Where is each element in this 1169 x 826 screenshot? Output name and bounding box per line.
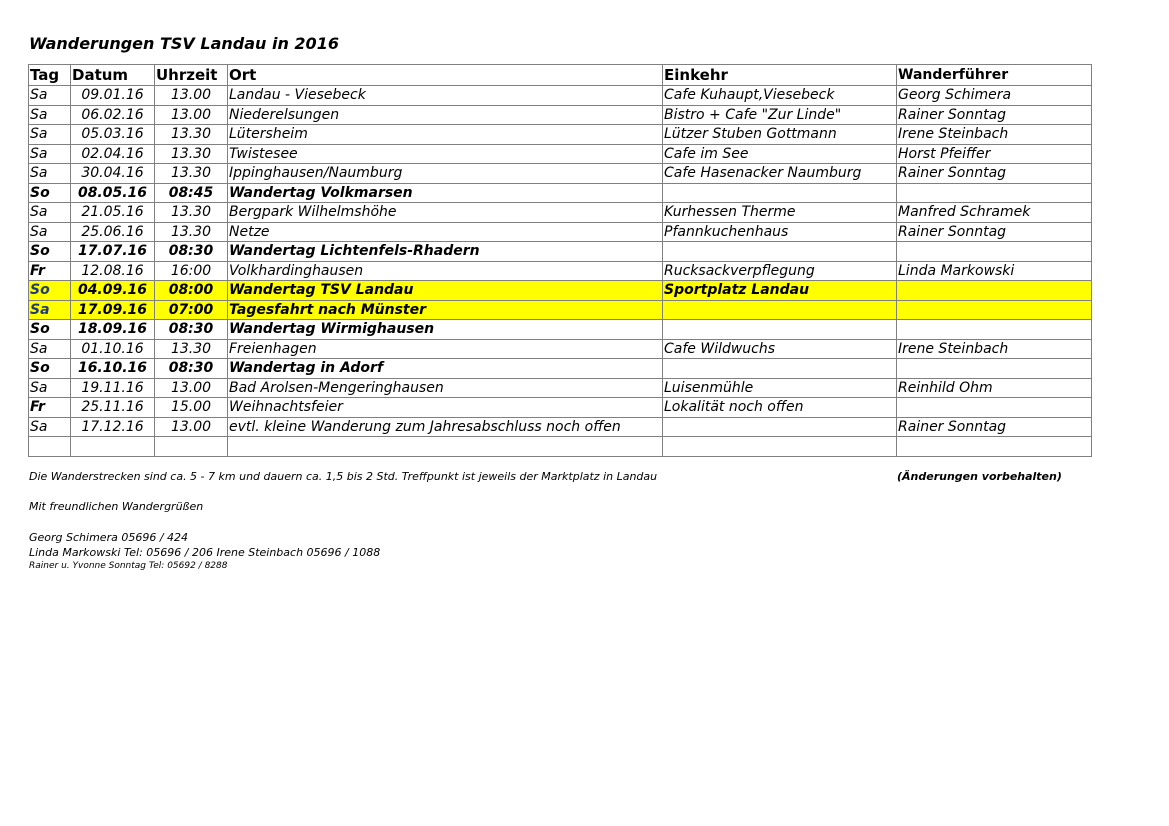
cell-tag: Sa bbox=[29, 222, 71, 242]
cell-uhrzeit: 13.00 bbox=[155, 86, 228, 106]
cell-ort: Weihnachtsfeier bbox=[228, 398, 663, 418]
cell-uhrzeit: 13.00 bbox=[155, 378, 228, 398]
route-info: Die Wanderstrecken sind ca. 5 - 7 km und dauern ca. 1,5 bis 2 Std. Treffpunkt ist jeweils der Marktplatz in Landau bbox=[29, 470, 658, 483]
contact-markowski-steinbach: Linda Markowski Tel: 05696 / 206 Irene Steinbach 05696 / 1088 bbox=[29, 546, 381, 559]
table-row bbox=[29, 320, 1092, 340]
table-row bbox=[29, 203, 1092, 223]
table-row bbox=[29, 222, 1092, 242]
cell-uhrzeit: 13.30 bbox=[155, 164, 228, 184]
cell-tag: Sa bbox=[29, 125, 71, 145]
cell-einkehr: Lokalität noch offen bbox=[663, 398, 897, 418]
table-row bbox=[29, 437, 1092, 457]
header-wanderfuehrer: Wanderführer bbox=[897, 65, 1092, 86]
cell-einkehr bbox=[663, 437, 897, 457]
cell-wanderfuehrer: Reinhild Ohm bbox=[897, 378, 1092, 398]
cell-einkehr: Bistro + Cafe "Zur Linde" bbox=[663, 105, 897, 125]
cell-datum: 02.04.16 bbox=[71, 144, 155, 164]
cell-tag: So bbox=[29, 242, 71, 262]
cell-wanderfuehrer: Georg Schimera bbox=[897, 86, 1092, 106]
cell-uhrzeit: 13.00 bbox=[155, 417, 228, 437]
cell-wanderfuehrer: Rainer Sonntag bbox=[897, 417, 1092, 437]
cell-wanderfuehrer: Rainer Sonntag bbox=[897, 105, 1092, 125]
table-row bbox=[29, 144, 1092, 164]
cell-datum: 18.09.16 bbox=[71, 320, 155, 340]
schedule-table bbox=[28, 64, 1092, 457]
table-row bbox=[29, 125, 1092, 145]
cell-datum bbox=[71, 437, 155, 457]
cell-einkehr: Luisenmühle bbox=[663, 378, 897, 398]
table-row bbox=[29, 164, 1092, 184]
cell-datum: 01.10.16 bbox=[71, 339, 155, 359]
cell-uhrzeit: 13.30 bbox=[155, 125, 228, 145]
cell-einkehr: Cafe im See bbox=[663, 144, 897, 164]
cell-wanderfuehrer bbox=[897, 183, 1092, 203]
cell-einkehr: Kurhessen Therme bbox=[663, 203, 897, 223]
cell-datum: 09.01.16 bbox=[71, 86, 155, 106]
cell-datum: 12.08.16 bbox=[71, 261, 155, 281]
cell-datum: 17.09.16 bbox=[71, 300, 155, 320]
cell-tag: Sa bbox=[29, 144, 71, 164]
page-title: Wanderungen TSV Landau in 2016 bbox=[29, 34, 339, 53]
cell-wanderfuehrer bbox=[897, 398, 1092, 418]
cell-ort: Twistesee bbox=[228, 144, 663, 164]
cell-einkehr: Pfannkuchenhaus bbox=[663, 222, 897, 242]
cell-uhrzeit: 07:00 bbox=[155, 300, 228, 320]
cell-ort: Bad Arolsen-Mengeringhausen bbox=[228, 378, 663, 398]
cell-wanderfuehrer: Manfred Schramek bbox=[897, 203, 1092, 223]
table-row bbox=[29, 300, 1092, 320]
table-row bbox=[29, 339, 1092, 359]
table-row bbox=[29, 183, 1092, 203]
cell-tag: Sa bbox=[29, 300, 71, 320]
cell-uhrzeit: 08:30 bbox=[155, 359, 228, 379]
cell-datum: 05.03.16 bbox=[71, 125, 155, 145]
table-header-row bbox=[29, 65, 1092, 86]
table-row bbox=[29, 261, 1092, 281]
cell-ort: Landau - Viesebeck bbox=[228, 86, 663, 106]
cell-tag: So bbox=[29, 183, 71, 203]
cell-ort: Volkhardinghausen bbox=[228, 261, 663, 281]
header-ort: Ort bbox=[228, 65, 663, 86]
cell-einkehr: Rucksackverpflegung bbox=[663, 261, 897, 281]
cell-wanderfuehrer bbox=[897, 281, 1092, 301]
cell-wanderfuehrer bbox=[897, 359, 1092, 379]
cell-einkehr: Cafe Hasenacker Naumburg bbox=[663, 164, 897, 184]
cell-datum: 04.09.16 bbox=[71, 281, 155, 301]
cell-einkehr: Cafe Kuhaupt,Viesebeck bbox=[663, 86, 897, 106]
cell-ort: Wandertag Wirmighausen bbox=[228, 320, 663, 340]
cell-einkehr: Sportplatz Landau bbox=[663, 281, 897, 301]
cell-wanderfuehrer bbox=[897, 320, 1092, 340]
cell-tag: Fr bbox=[29, 261, 71, 281]
cell-uhrzeit: 13.00 bbox=[155, 105, 228, 125]
cell-uhrzeit: 13.30 bbox=[155, 144, 228, 164]
cell-uhrzeit: 08:00 bbox=[155, 281, 228, 301]
cell-datum: 08.05.16 bbox=[71, 183, 155, 203]
table-row bbox=[29, 86, 1092, 106]
cell-datum: 21.05.16 bbox=[71, 203, 155, 223]
cell-tag: Sa bbox=[29, 339, 71, 359]
cell-uhrzeit: 08:45 bbox=[155, 183, 228, 203]
contact-sonntag: Rainer u. Yvonne Sonntag Tel: 05692 / 8288 bbox=[29, 561, 228, 571]
cell-ort: Ippinghausen/Naumburg bbox=[228, 164, 663, 184]
cell-tag: Sa bbox=[29, 105, 71, 125]
cell-datum: 19.11.16 bbox=[71, 378, 155, 398]
cell-tag: Fr bbox=[29, 398, 71, 418]
cell-einkehr bbox=[663, 183, 897, 203]
cell-uhrzeit: 08:30 bbox=[155, 320, 228, 340]
cell-uhrzeit: 13.30 bbox=[155, 339, 228, 359]
cell-ort: evtl. kleine Wanderung zum Jahresabschluss noch offen bbox=[228, 417, 663, 437]
cell-einkehr: Cafe Wildwuchs bbox=[663, 339, 897, 359]
cell-uhrzeit: 08:30 bbox=[155, 242, 228, 262]
changes-note: (Änderungen vorbehalten) bbox=[897, 470, 1062, 483]
cell-wanderfuehrer: Horst Pfeiffer bbox=[897, 144, 1092, 164]
cell-datum: 17.12.16 bbox=[71, 417, 155, 437]
table-row bbox=[29, 398, 1092, 418]
table-row bbox=[29, 359, 1092, 379]
cell-tag: Sa bbox=[29, 86, 71, 106]
cell-tag: Sa bbox=[29, 203, 71, 223]
cell-wanderfuehrer bbox=[897, 242, 1092, 262]
cell-wanderfuehrer: Rainer Sonntag bbox=[897, 164, 1092, 184]
cell-tag: Sa bbox=[29, 378, 71, 398]
cell-einkehr bbox=[663, 320, 897, 340]
cell-uhrzeit: 15.00 bbox=[155, 398, 228, 418]
cell-ort: Bergpark Wilhelmshöhe bbox=[228, 203, 663, 223]
cell-tag: So bbox=[29, 320, 71, 340]
cell-einkehr bbox=[663, 242, 897, 262]
table-row bbox=[29, 242, 1092, 262]
table-row bbox=[29, 281, 1092, 301]
cell-ort: Wandertag Lichtenfels-Rhadern bbox=[228, 242, 663, 262]
cell-wanderfuehrer: Irene Steinbach bbox=[897, 339, 1092, 359]
cell-ort bbox=[228, 437, 663, 457]
cell-tag bbox=[29, 437, 71, 457]
schedule-body bbox=[29, 86, 1092, 457]
table-row bbox=[29, 378, 1092, 398]
cell-tag: So bbox=[29, 359, 71, 379]
cell-uhrzeit: 13.30 bbox=[155, 222, 228, 242]
table-row bbox=[29, 417, 1092, 437]
cell-ort: Wandertag in Adorf bbox=[228, 359, 663, 379]
cell-wanderfuehrer bbox=[897, 300, 1092, 320]
cell-datum: 06.02.16 bbox=[71, 105, 155, 125]
cell-tag: So bbox=[29, 281, 71, 301]
contact-schimera: Georg Schimera 05696 / 424 bbox=[29, 531, 189, 544]
cell-wanderfuehrer: Irene Steinbach bbox=[897, 125, 1092, 145]
cell-uhrzeit: 16:00 bbox=[155, 261, 228, 281]
header-einkehr: Einkehr bbox=[663, 65, 897, 86]
cell-ort: Tagesfahrt nach Münster bbox=[228, 300, 663, 320]
cell-datum: 30.04.16 bbox=[71, 164, 155, 184]
cell-ort: Wandertag Volkmarsen bbox=[228, 183, 663, 203]
greeting: Mit freundlichen Wandergrüßen bbox=[29, 500, 204, 513]
header-uhrzeit: Uhrzeit bbox=[155, 65, 228, 86]
cell-einkehr bbox=[663, 417, 897, 437]
header-tag: Tag bbox=[29, 65, 71, 86]
cell-ort: Lütersheim bbox=[228, 125, 663, 145]
cell-einkehr bbox=[663, 359, 897, 379]
cell-ort: Freienhagen bbox=[228, 339, 663, 359]
cell-einkehr: Lützer Stuben Gottmann bbox=[663, 125, 897, 145]
cell-ort: Wandertag TSV Landau bbox=[228, 281, 663, 301]
cell-ort: Netze bbox=[228, 222, 663, 242]
cell-datum: 25.11.16 bbox=[71, 398, 155, 418]
header-datum: Datum bbox=[71, 65, 155, 86]
cell-tag: Sa bbox=[29, 164, 71, 184]
cell-uhrzeit bbox=[155, 437, 228, 457]
cell-wanderfuehrer: Rainer Sonntag bbox=[897, 222, 1092, 242]
cell-ort: Niederelsungen bbox=[228, 105, 663, 125]
cell-einkehr bbox=[663, 300, 897, 320]
table-row bbox=[29, 105, 1092, 125]
cell-uhrzeit: 13.30 bbox=[155, 203, 228, 223]
cell-datum: 25.06.16 bbox=[71, 222, 155, 242]
cell-wanderfuehrer: Linda Markowski bbox=[897, 261, 1092, 281]
cell-datum: 16.10.16 bbox=[71, 359, 155, 379]
cell-datum: 17.07.16 bbox=[71, 242, 155, 262]
cell-wanderfuehrer bbox=[897, 437, 1092, 457]
cell-tag: Sa bbox=[29, 417, 71, 437]
